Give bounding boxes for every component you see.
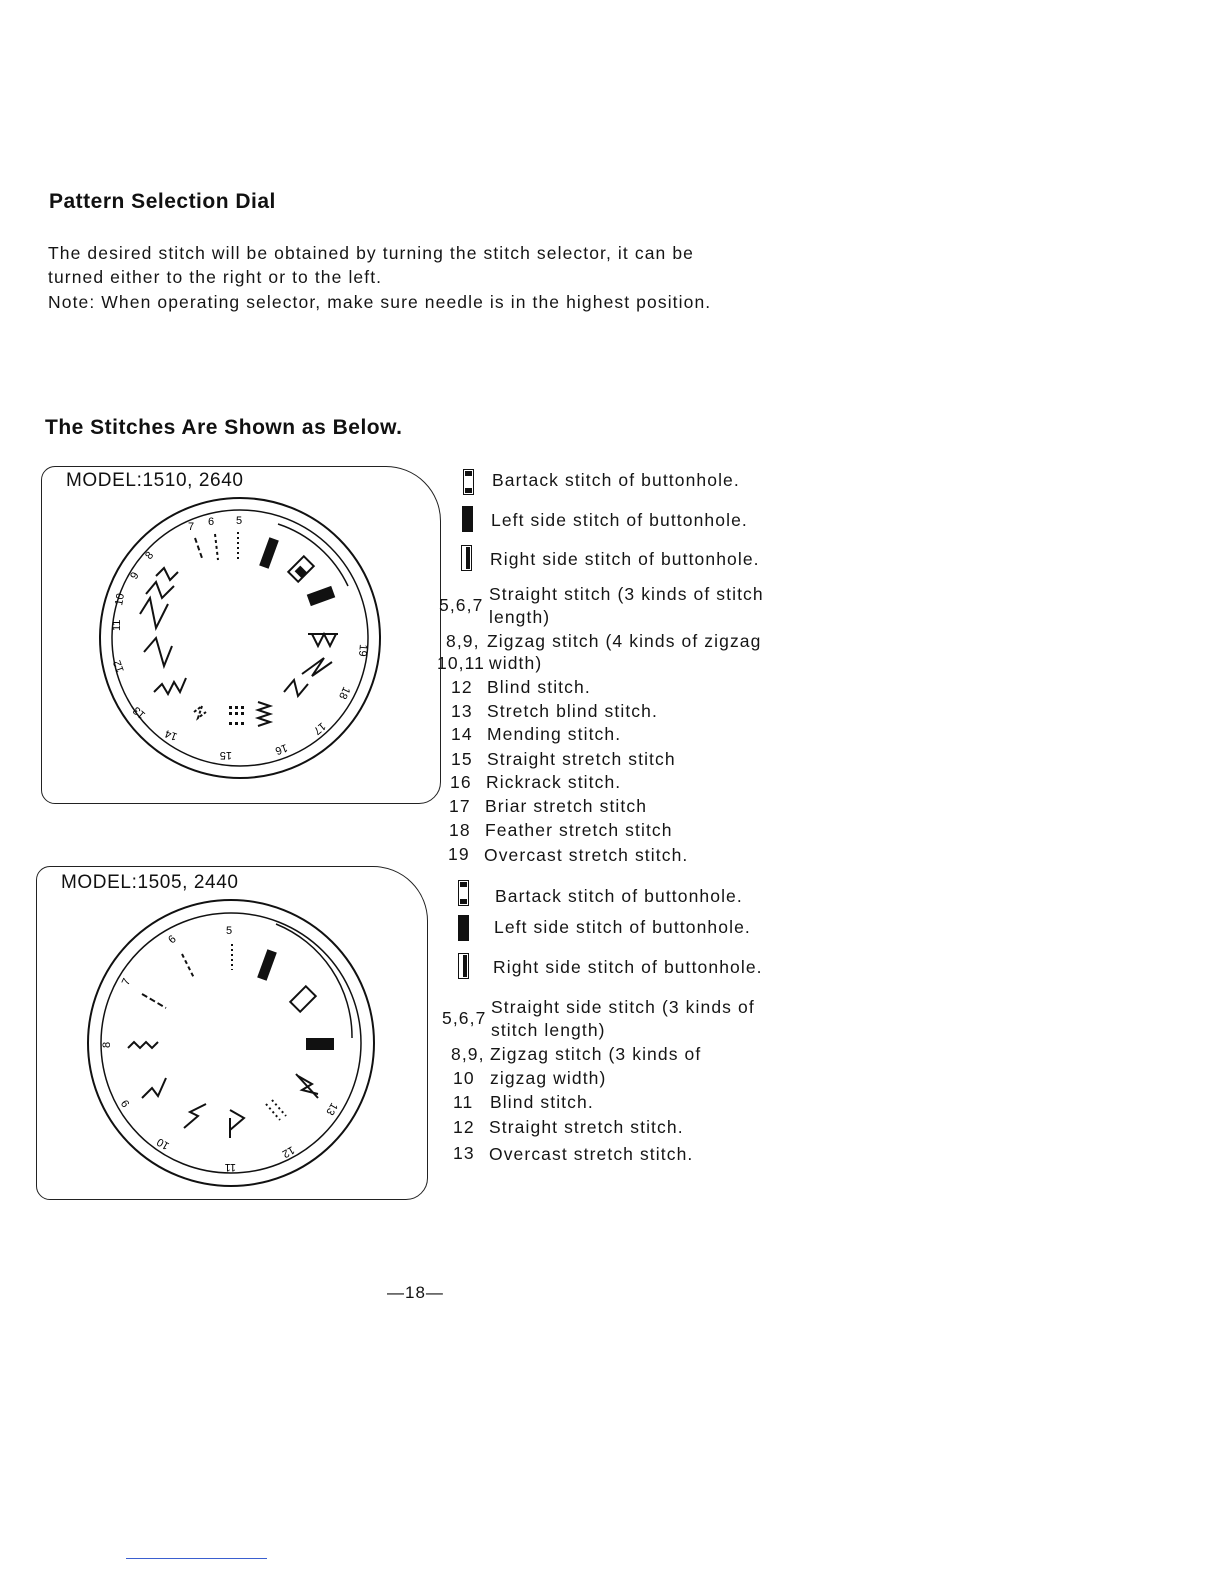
bartack-buttonhole-icon: [458, 880, 469, 906]
legend-1510-num-16: 16: [450, 772, 472, 792]
dial-num-11: 11: [111, 619, 123, 631]
legend-1505-num-10: 10: [453, 1068, 475, 1088]
right-buttonhole-icon: [458, 953, 469, 979]
legend-1510-feather: Feather stretch stitch: [485, 820, 673, 840]
straight-stitch-symbols: [195, 532, 238, 560]
dial-num-7: 7: [188, 521, 195, 533]
legend-1505-straight-stretch: Straight stretch stitch.: [489, 1117, 684, 1137]
legend-1505-right: Right side stitch of buttonhole.: [493, 957, 763, 977]
page-number: —18—: [387, 1283, 444, 1302]
dial-num-6: 6: [166, 933, 179, 947]
legend-1510-overcast: Overcast stretch stitch.: [484, 845, 689, 865]
legend-1505-num-12: 12: [453, 1117, 475, 1137]
dial-arc-guide: [276, 924, 352, 1038]
dial-num-8: 8: [143, 549, 157, 562]
legend-1510-num-17: 17: [449, 796, 471, 816]
dial-num-12: 12: [111, 658, 127, 675]
legend-1505-num-89: 8,9,: [451, 1044, 485, 1064]
dial-num-5: 5: [236, 515, 243, 527]
legend-1505-straight-2: stitch length): [491, 1020, 606, 1040]
dial-inner-ring: [112, 510, 368, 766]
dial-1505-buttonhole-symbols: [257, 949, 334, 1050]
stretch-stitch-symbols: [194, 680, 308, 726]
legend-1505-num-11: 11: [453, 1092, 474, 1112]
legend-1510-left: Left side stitch of buttonhole.: [491, 510, 748, 530]
section-title-stitches: The Stitches Are Shown as Below.: [45, 416, 403, 439]
dial-num-13: 13: [323, 1100, 340, 1118]
legend-1505-zigzag-2: zigzag width): [490, 1068, 607, 1088]
model-1505-title: MODEL:1505, 2440: [61, 872, 239, 893]
dial-outer-ring: [100, 498, 380, 778]
dial-num-7: 7: [119, 976, 134, 988]
legend-1510-straight: Straight stitch (3 kinds of stitch: [489, 584, 764, 604]
legend-1510-straight-stretch: Straight stretch stitch: [487, 749, 676, 769]
buttonhole-dial-symbols: [259, 537, 335, 606]
dial-num-10: 10: [154, 1135, 172, 1152]
legend-1510-zigzag: Zigzag stitch (4 kinds of zigzag: [487, 631, 762, 651]
legend-1510-num-89: 8,9,: [446, 631, 480, 651]
dial-num-12: 12: [279, 1143, 297, 1160]
legend-1510-num-567: 5,6,7: [439, 595, 484, 615]
dial-num-11: 11: [224, 1161, 236, 1173]
legend-1505-zigzag: Zigzag stitch (3 kinds of: [490, 1044, 702, 1064]
legend-1510-right: Right side stitch of buttonhole.: [490, 549, 760, 569]
zigzag-stitch-symbols: [140, 568, 186, 694]
dial-num-16: 16: [273, 741, 290, 757]
legend-1510-num-15: 15: [451, 749, 473, 769]
model-1510-title: MODEL:1510, 2640: [66, 470, 244, 491]
dial-num-8: 8: [101, 1041, 113, 1048]
legend-1505-overcast: Overcast stretch stitch.: [489, 1144, 694, 1164]
legend-1510-zigzag-2: width): [489, 653, 543, 673]
legend-1505-straight: Straight side stitch (3 kinds of: [491, 997, 755, 1017]
dial-1505-stitch-symbols: [128, 944, 318, 1138]
dial-num-5: 5: [226, 925, 233, 937]
legend-1505-num-13: 13: [453, 1143, 475, 1163]
dial-num-9: 9: [119, 1097, 133, 1110]
dial-num-9: 9: [128, 570, 142, 582]
dial-num-19: 19: [355, 643, 369, 657]
legend-1510-mending: Mending stitch.: [487, 724, 622, 744]
legend-1510-rickrack: Rickrack stitch.: [486, 772, 622, 792]
dial-num-13: 13: [130, 703, 148, 721]
note-line: Note: When operating selector, make sure needle is in the highest position.: [48, 292, 712, 312]
dial-num-15: 15: [219, 749, 232, 761]
legend-1510-stretch-blind: Stretch blind stitch.: [487, 701, 658, 721]
legend-1510-num-12: 12: [451, 677, 473, 697]
legend-1510-num-18: 18: [449, 820, 471, 840]
legend-1505-bartack: Bartack stitch of buttonhole.: [495, 886, 743, 906]
pattern-dial-1510[interactable]: [98, 496, 382, 780]
dial-num-17: 17: [310, 719, 328, 737]
dial-num-18: 18: [336, 684, 353, 701]
section-title-pattern-selection: Pattern Selection Dial: [49, 190, 276, 213]
legend-1510-num-14: 14: [451, 724, 473, 744]
intro-line-1: The desired stitch will be obtained by turning the stitch selector, it can be: [48, 243, 694, 263]
dial-num-6: 6: [208, 516, 215, 528]
legend-1505-blind: Blind stitch.: [490, 1092, 594, 1112]
pattern-dial-1505[interactable]: [86, 898, 376, 1188]
legend-1505-num-567: 5,6,7: [442, 1008, 487, 1028]
feather-overcast-symbols: [302, 634, 338, 676]
legend-1510-briar: Briar stretch stitch: [485, 796, 648, 816]
legend-1510-num-1011: 10,11: [437, 653, 485, 673]
intro-line-2: turned either to the right or to the left.: [48, 267, 383, 287]
legend-1510-blind: Blind stitch.: [487, 677, 591, 697]
right-buttonhole-icon: [461, 545, 472, 571]
legend-1510-num-13: 13: [451, 701, 473, 721]
legend-1510-num-19: 19: [448, 844, 470, 864]
legend-1505-left: Left side stitch of buttonhole.: [494, 917, 751, 937]
left-buttonhole-icon: [462, 506, 473, 532]
bartack-buttonhole-icon: [463, 469, 474, 495]
dial-num-10: 10: [113, 592, 128, 607]
legend-1510-bartack: Bartack stitch of buttonhole.: [492, 470, 740, 490]
scan-artifact-line: [126, 1558, 267, 1559]
dial-num-14: 14: [163, 726, 180, 743]
legend-1510-straight-2: length): [489, 607, 551, 627]
left-buttonhole-icon: [458, 915, 469, 941]
